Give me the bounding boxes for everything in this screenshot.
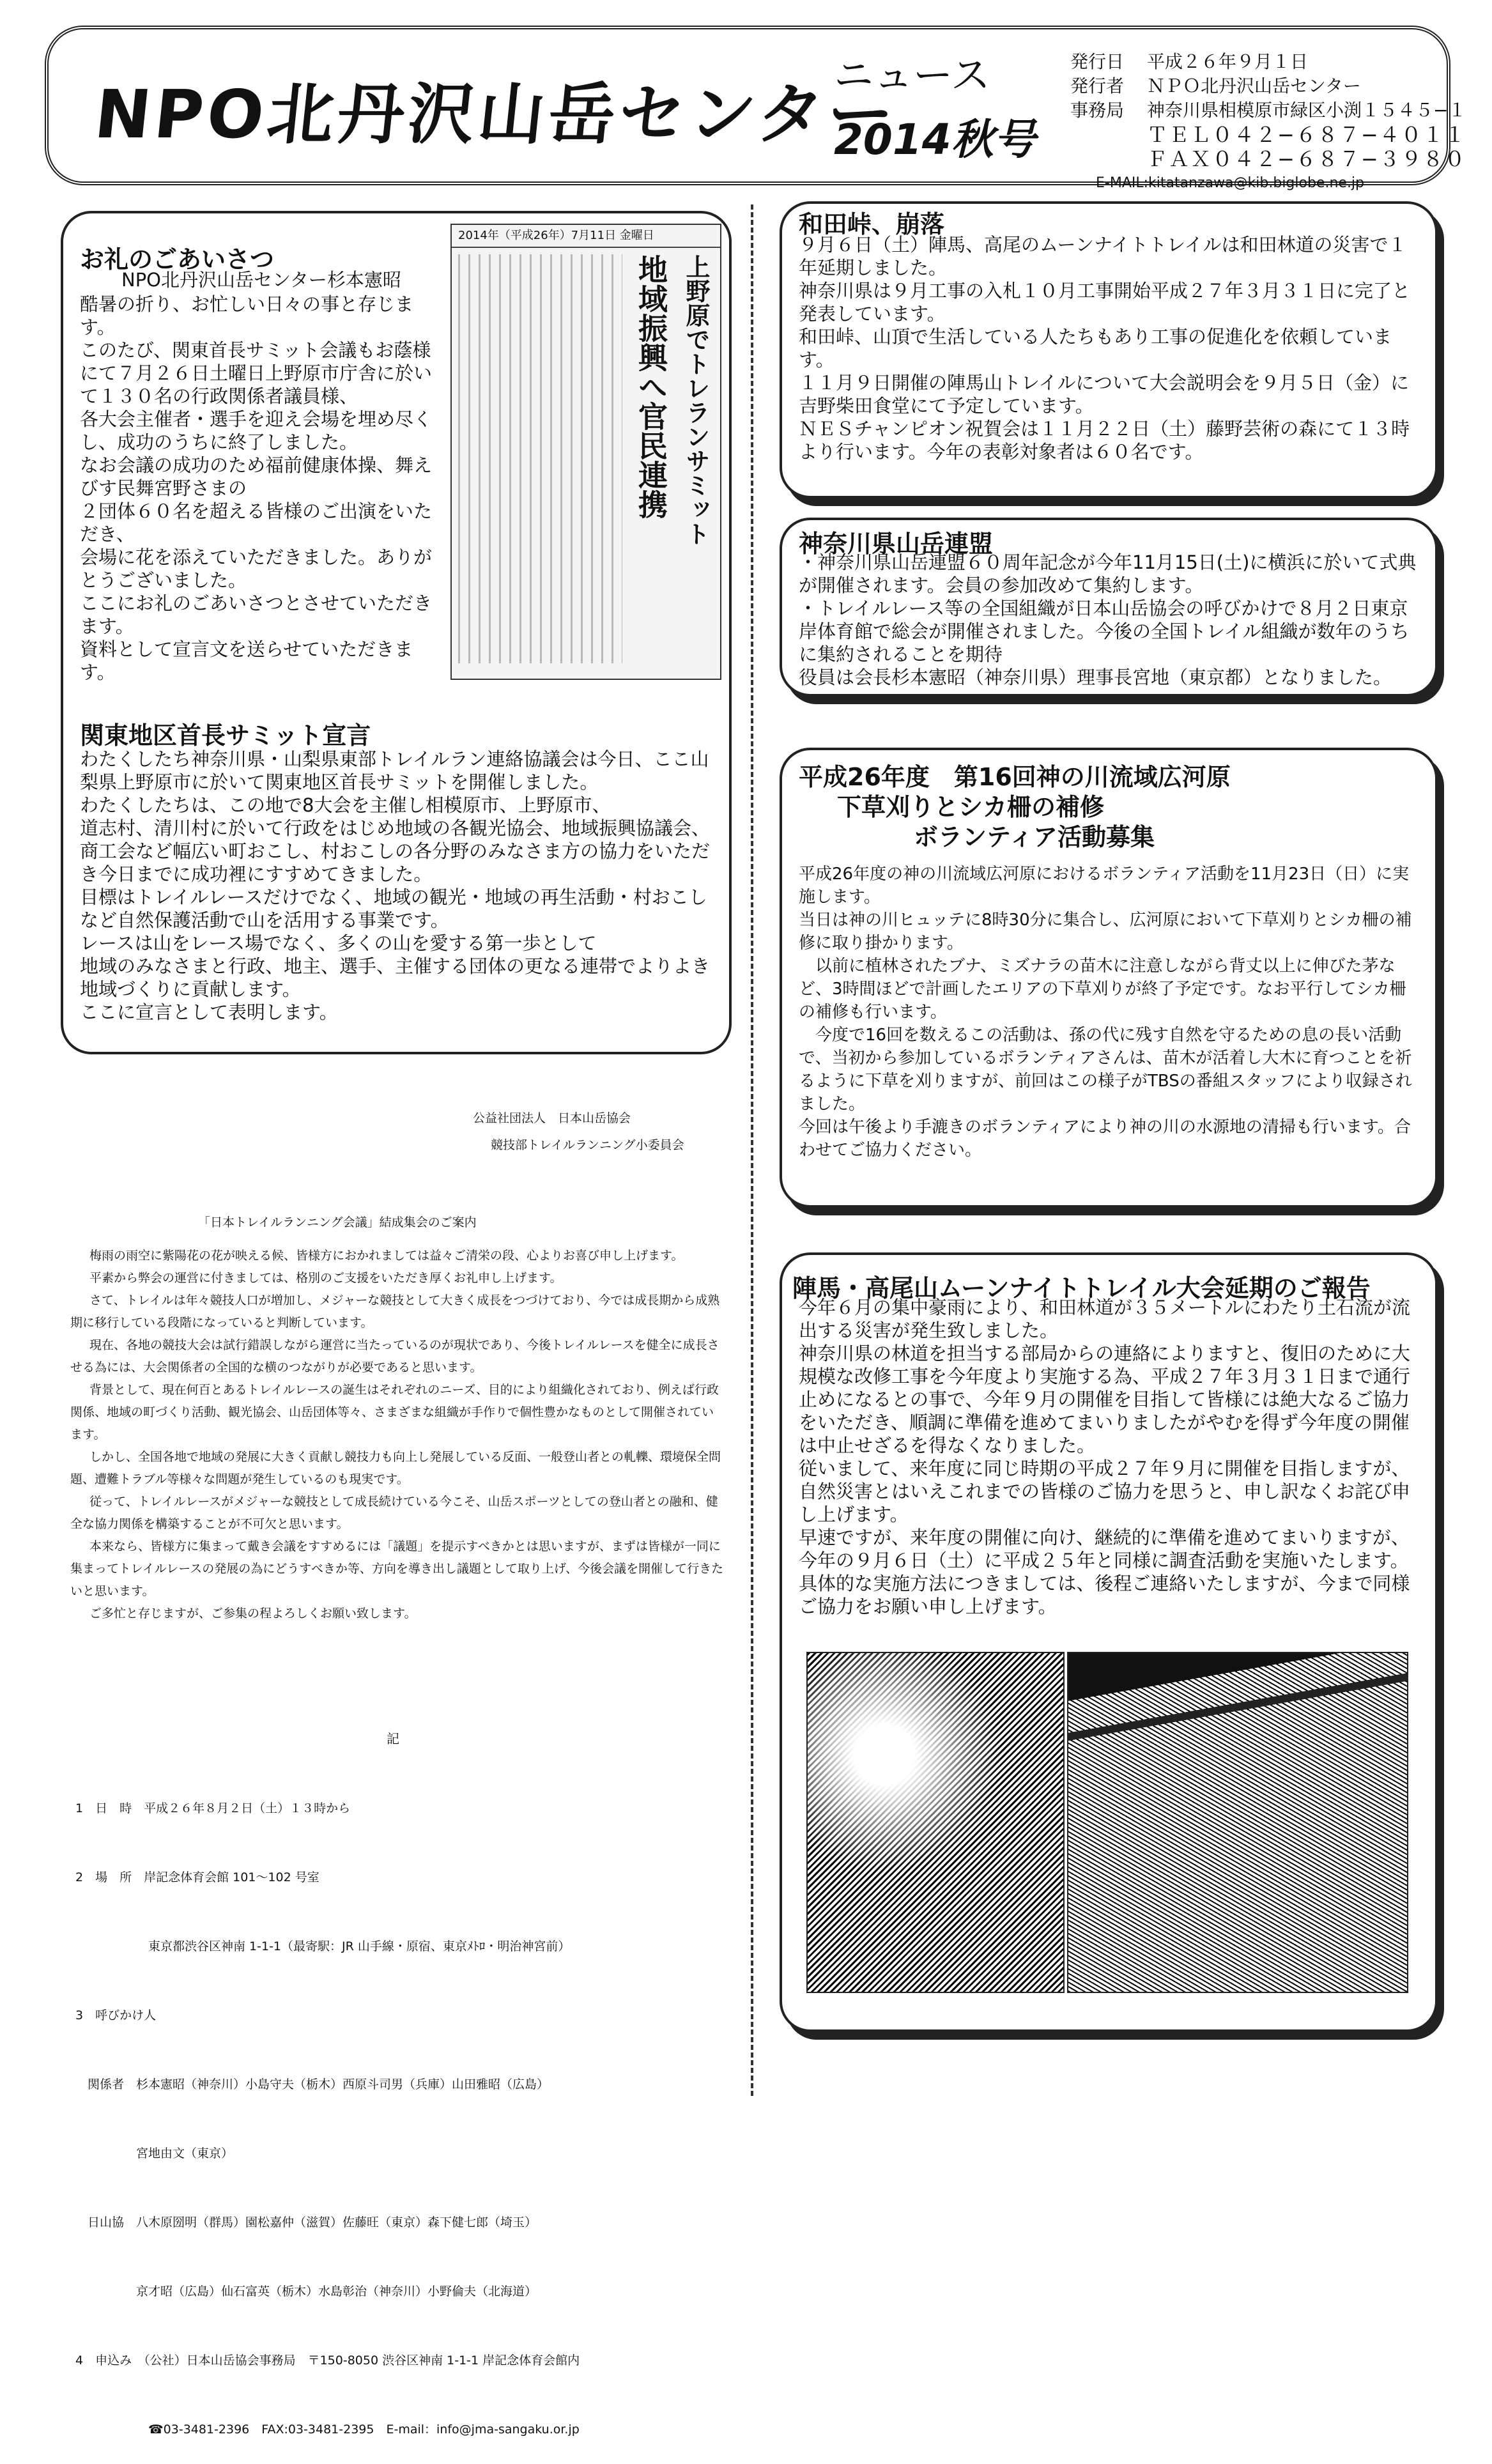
clipping-headline-2: 地域振興へ官民連携 bbox=[634, 254, 668, 519]
invitation-body bbox=[70, 1245, 725, 1625]
postponement-body: 今年６月の集中豪雨により、和田林道が３５メートルにわたり土石流が流出する災害が発生致しました。 神奈川県の林道を担当する部局からの連絡によりますと、復旧のために大規模な改修工事を今年度より実施する為、平成２７年３月３１日まで通行止めになるとの事で、今年９月の開催を目指して皆様には絶大なるご協力をいただき、順調に準備を進めてまいりましたがやむを得ず今年度の開催は中止せざるを得なくなりました。 従いまして、来年度に同じ時期の平成２７年９月に開催を目指しますが、自然災害とはいえこれまでの皆様のご協力を思うと、申し訳なくお詫び申し上げます。 早速ですが、来年度の開催に向け、継続的に準備を進めてまいりますが、今年の９月６日（土）に平成２５年と同様に調査活動を実施いたします。 具体的な実施方法につきましては、後程ご連絡いたしますが、今まで同様ご協力をお願い申し上げます。 bbox=[799, 1297, 1411, 1617]
clipping-body-lines bbox=[458, 254, 622, 663]
declaration-title: 関東地区首長サミット宣言 bbox=[80, 721, 371, 750]
issue-date: 平成２６年９月１日 bbox=[1147, 51, 1309, 72]
volunteer-title-2: 下草刈りとシカ柵の補修 bbox=[837, 793, 1105, 821]
invitation-paragraph: 梅雨の雨空に紫陽花の花が映える候、皆様方におかれましては益々ご清栄の段、心よりお喜び申し上げます。 bbox=[89, 1249, 684, 1263]
greeting-title: お礼のごあいさつ bbox=[80, 245, 275, 273]
invitation-ki: 記 bbox=[387, 1731, 399, 1746]
email: E-MAIL:kitatanzawa@kib.biglobe.ne.jp bbox=[1096, 175, 1365, 191]
wadatoge-body: ９月６日（土）陣馬、高尾のムーンナイトトレイルは和田林道の災害で１年延期しました。 神奈川県は９月工事の入札１０月工事開始平成２７年３月３１日に完了と発表しています。 和田峠、山頂で生活している人たちもあり工事の促進化を依頼しています。 １１月９日開催の陣馬山トレイルについて大会説明会を９月５日（金）に吉野柴田食堂にて予定しています。 ＮＥＳチャンピオン祝賀会は１１月２２日（土）藤野芸術の森にて１３時より行います。今年の表彰対象者は６０名です。 bbox=[799, 234, 1411, 463]
invitation-items bbox=[75, 1751, 734, 2464]
office-address: 神奈川県相模原市緑区小渕１５４５−１ bbox=[1147, 100, 1466, 121]
invitation-paragraph: さて、トレイルは年々競技人口が増加し、メジャーな競技として大きく成長をつづけており、今では成長期から成熟期に移行している段階になっていると判断しています。 bbox=[70, 1293, 720, 1330]
newsletter-title: NPO北丹沢山岳センター bbox=[91, 75, 902, 153]
invitation-paragraph: 平素から弊会の運営に付きましては、格別のご支援をいただき厚くお礼申し上げます。 bbox=[89, 1271, 562, 1285]
invitation-item: 3 呼びかけ人 bbox=[75, 2008, 157, 2022]
invitation-item: ☎03-3481-2396 FAX:03-3481-2395 E-mail：info@jma-sangaku.or.jp bbox=[75, 2422, 580, 2437]
volunteer-title-3: ボランティア活動募集 bbox=[914, 823, 1155, 851]
issue-date-label: 発行日 bbox=[1070, 51, 1125, 72]
invitation-paragraph: しかし、全国各地で地域の発展に大きく貢献し競技力も向上し発展している反面、一般登山者との軋轢、環境保全問題、遭難トラブル等様々な問題が発生しているのも現実です。 bbox=[70, 1450, 721, 1486]
news-label: ニュース bbox=[834, 52, 990, 98]
invitation-item: 京才昭（広島）仙石富英（栃木）水島彰治（神奈川）小野倫夫（北海道） bbox=[75, 2284, 537, 2298]
office-label: 事務局 bbox=[1070, 100, 1125, 121]
issue-label: 2014秋号 bbox=[834, 115, 1036, 164]
postponement-title: 陣馬・高尾山ムーンナイトトレイル大会延期のご報告 bbox=[792, 1274, 1371, 1302]
invitation-item: 東京都渋谷区神南 1-1-1（最寄駅：JR 山手線・原宿、東京ﾒﾄﾛ・明治神宮前） bbox=[75, 1939, 571, 1953]
publisher: ＮＰＯ北丹沢山岳センター bbox=[1147, 75, 1361, 96]
invitation-item: 4 申込み （公社）日本山岳協会事務局 〒150-8050 渋谷区神南 1-1-1 岸記念体育会館内 bbox=[75, 2353, 580, 2368]
invitation-title: 「日本トレイルランニング会議」結成集会のご案内 bbox=[198, 1215, 477, 1229]
clipping-headline-1: 上野原でトレランサミット bbox=[682, 254, 710, 546]
invitation-paragraph: 背景として、現在何百とあるトレイルレースの誕生はそれぞれのニーズ、目的により組織化されており、例えば行政関係、地域の町づくり活動、観光協会、山岳団体等々、さまざまな組織が手作りで個性豊かなものとして開催されています。 bbox=[70, 1383, 719, 1442]
tel: ＴＥＬ０４２−６８７−４０１１ bbox=[1147, 123, 1466, 147]
clipping-dateline: 2014年（平成26年）7月11日 金曜日 bbox=[452, 225, 720, 248]
invitation-paragraph: 現在、各地の競技大会は試行錯誤しながら運営に当たっているのが現状であり、今後トレイルレースを健全に成長させる為には、大会関係者の全国的な横のつながりが必要であると思います。 bbox=[70, 1338, 719, 1374]
landslide-photo-left bbox=[806, 1652, 1065, 1993]
publisher-label: 発行者 bbox=[1070, 75, 1125, 96]
invitation-paragraph: ご多忙と存じますが、ご参集の程よろしくお願い致します。 bbox=[89, 1606, 417, 1621]
kanagawa-body: ・神奈川県山岳連盟６０周年記念が今年11月15日(土)に横浜に於いて式典が開催されます。会員の参加改めて集約します。 ・トレイルレース等の全国組織が日本山岳協会の呼びかけで８月２日東京岸体育館で総会が開催されました。今後の全国トレイル組織が数年のうちに集約されることを期待 役員は会長杉本憲昭（神奈川県）理事長宮地（東京都）となりました。 bbox=[799, 551, 1417, 688]
greeting-body: 酷暑の折り、お忙しい日々の事と存じます。 このたび、関東首長サミット会議もお蔭様にて７月２６日土曜日上野原市庁舎に於いて１３０名の行政関係者議員様、 各大会主催者・選手を迎え会場を埋め尽くし、成功のうちに終了しました。 なお会議の成功のため福前健康体操、舞えびす民舞宮野さまの ２団体６０名を超える皆様のご出演をいただき、 会場に花を添えていただきました。ありがとうございました。 ここにお礼のごあいさつとさせていただきます。 資料として宣言文を送らせていただきます。 bbox=[80, 293, 433, 683]
declaration-body: わたくしたち神奈川県・山梨県東部トレイルラン連絡協議会は今日、ここ山梨県上野原市に於いて関東地区首長サミットを開催しました。 わたくしたちは、この地で8大会を主催し相模原市、上野原市、 道志村、清川村に於いて行政をはじめ地域の各観光協会、地域振興協議会、商工会など幅広い町おこし、村おこしの各分野のみなさま方の協力をいただき今日までに成功裡にすすめてきました。 目標はトレイルレースだけでなく、地域の観光・地域の再生活動・村おこしなど自然保護活動で山を活用する事業です。 レースは山をレース場でなく、多くの山を愛する第一歩として 地域のみなさまと行政、地主、選手、主催する団体の更なる連帯でよりよき地域づくりに貢献します。 ここに宣言として表明します。 bbox=[80, 748, 711, 1023]
invitation-item: 2 場 所 岸記念体育会館 101〜102 号室 bbox=[75, 1870, 319, 1884]
volunteer-title-1: 平成26年度 第16回神の川流域広河原 bbox=[799, 763, 1231, 791]
kanagawa-title: 神奈川県山岳連盟 bbox=[799, 530, 994, 558]
landslide-photo-right bbox=[1067, 1652, 1408, 1993]
invitation-item: 1 日 時 平成２６年８月２日（土）１３時から bbox=[75, 1801, 351, 1815]
invitation-item: 関係者 杉本憲昭（神奈川）小島守夫（栃木）西原斗司男（兵庫）山田雅昭（広島） bbox=[75, 2077, 550, 2091]
invitation-paragraph: 従って、トレイルレースがメジャーな競技として成長続けている今こそ、山岳スポーツとしての登山者との融和、健全な協力関係を構築することが不可欠と思います。 bbox=[70, 1495, 718, 1531]
volunteer-body: 平成26年度の神の川流域広河原におけるボランティア活動を11月23日（日）に実施します。 当日は神の川ヒュッテに8時30分に集合し、広河原において下草刈りとシカ柵の補修に取り掛かります。 以前に植林されたブナ、ミズナラの苗木に注意しながら背丈以上に伸びた茅など、3時間ほどで計画したエリアの下草刈りが終了予定です。なお平行してシカ柵の補修も行います。 今度で16回を数えるこの活動は、孫の代に残す自然を守るための息の長い活動で、当初から参加しているボランティアさんは、苗木が活着し大木に育つことを祈るように下草を刈りますが、前回はこの様子がTBSの番組スタッフにより収録されました。 今回は午後より手漉きのボランティアにより神の川の水源地の清掃も行います。合わせてご協力ください。 bbox=[799, 865, 1412, 1160]
fax: ＦＡＸ０４２−６８７−３９８０ bbox=[1147, 147, 1466, 171]
declaration-org-2: 競技部トレイルランニング小委員会 bbox=[491, 1138, 684, 1152]
wadatoge-title: 和田峠、崩落 bbox=[799, 210, 945, 238]
declaration-org-1: 公益社団法人 日本山岳協会 bbox=[473, 1111, 631, 1125]
invitation-paragraph: 本来なら、皆様方に集まって戴き会議をすすめるには「議題」を提示すべきかとは思いますが、まずは皆様が一同に集まってトレイルレースの発展の為にどうすべきか等、方向を導き出し議題として取り上げ、今後会議を開催して行きたいと思います。 bbox=[70, 1539, 724, 1598]
column-divider bbox=[751, 204, 753, 2096]
newspaper-clipping bbox=[450, 224, 721, 680]
invitation-item: 日山協 八木原圀明（群馬）園松嘉仲（滋賀）佐藤旺（東京）森下健七郎（埼玉） bbox=[75, 2215, 537, 2229]
greeting-author: NPO北丹沢山岳センター杉本憲昭 bbox=[121, 269, 401, 291]
publication-info bbox=[1070, 50, 1466, 196]
invitation-item: 宮地由文（東京） bbox=[75, 2146, 234, 2160]
